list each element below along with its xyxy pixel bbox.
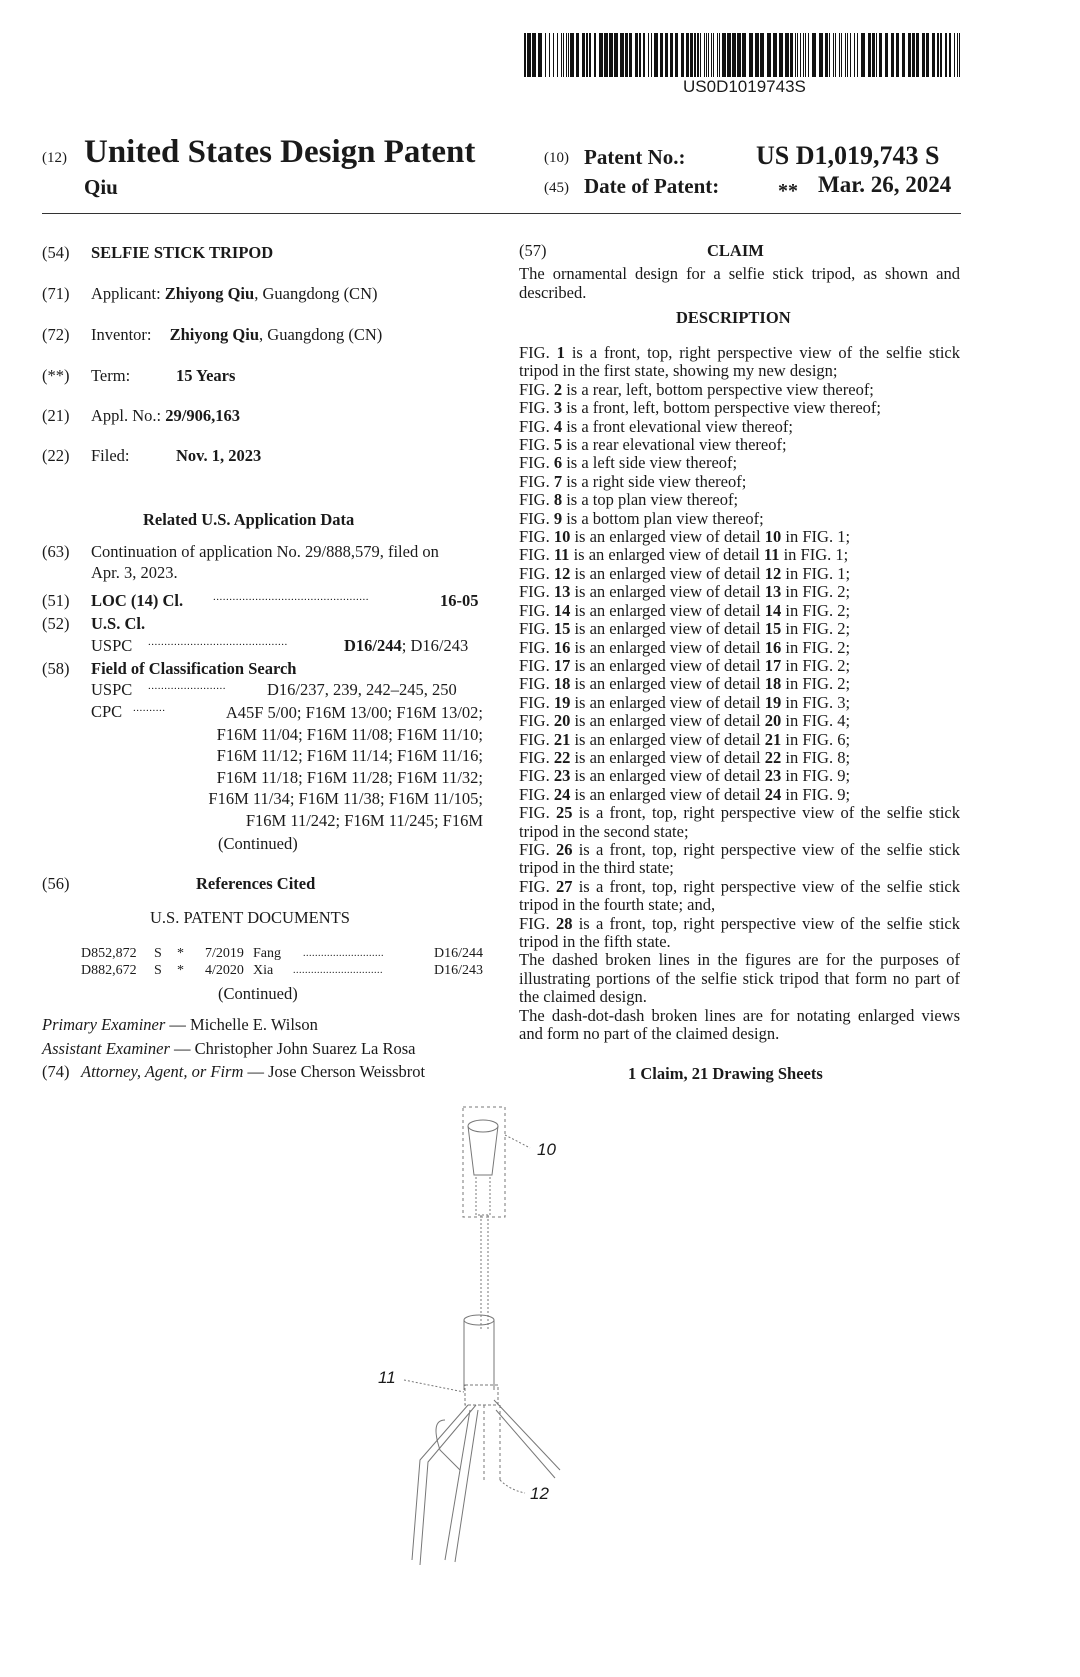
phone-clamp-top <box>468 1120 498 1132</box>
continued-note: (Continued) <box>218 984 298 1003</box>
code-22: (22) <box>42 446 70 465</box>
attorney: Attorney, Agent, or Firm — Jose Cherson Weissbrot <box>81 1062 426 1081</box>
cpc-line: F16M 11/04; F16M 11/08; F16M 11/10; <box>216 724 483 744</box>
uspc-value: D16/244; D16/243 <box>344 636 469 655</box>
barcode-text: US0D1019743S <box>683 77 806 96</box>
inventor: Inventor: Zhiyong Qiu, Guangdong (CN) <box>91 325 383 344</box>
leader-12 <box>500 1480 525 1493</box>
figure-description: FIG. 12 is an enlarged view of detail 12 in FIG. 1; <box>519 563 851 583</box>
figure-description: FIG. 26 is a front, top, right perspective view of the selfie stick tripod in the third state; <box>519 839 960 878</box>
stick-joint <box>476 1175 490 1215</box>
figure-description: FIG. 21 is an enlarged view of detail 21 in FIG. 6; <box>519 729 851 749</box>
figure-description: FIG. 20 is an enlarged view of detail 20 in FIG. 4; <box>519 711 851 731</box>
figure-description: FIG. 6 is a left side view thereof; <box>519 453 738 473</box>
figure-description: FIG. 9 is a bottom plan view thereof; <box>519 508 764 528</box>
dot-leader: .......... <box>133 702 166 714</box>
figure-description: FIG. 16 is an enlarged view of detail 16 in FIG. 2; <box>519 637 851 657</box>
dot-leader: ........................................... <box>148 636 288 648</box>
filed-label: Filed: <box>91 446 130 465</box>
code-72: (72) <box>42 325 70 344</box>
loc-label: LOC (14) Cl. <box>91 591 184 610</box>
figure-description: FIG. 23 is an enlarged view of detail 23 in FIG. 9; <box>519 766 851 786</box>
code-term: (**) <box>42 366 70 385</box>
reference-row: D882,672 S * 4/2020 Xia .............................. D16/243 <box>81 963 483 978</box>
figure-description: FIG. 8 is a top plan view thereof; <box>519 490 739 510</box>
code-10: (10) <box>544 150 569 166</box>
design-title: SELFIE STICK TRIPOD <box>91 243 274 262</box>
appl-no: Appl. No.: 29/906,163 <box>91 406 240 425</box>
code-52: (52) <box>42 614 70 633</box>
code-57: (57) <box>519 241 547 260</box>
figure-description: FIG. 24 is an enlarged view of detail 24 in FIG. 9; <box>519 784 851 804</box>
cpc-label: CPC <box>91 702 123 721</box>
figure-description: FIG. 27 is a front, top, right perspective view of the selfie stick tripod in the fourth state; and, <box>519 876 960 915</box>
cpc-line: F16M 11/34; F16M 11/38; F16M 11/105; <box>208 789 483 809</box>
field-uspc-label: USPC <box>91 680 133 699</box>
figure-description: FIG. 14 is an enlarged view of detail 14 in FIG. 2; <box>519 600 851 620</box>
code-56: (56) <box>42 874 70 893</box>
reference-label-11: 11 <box>378 1368 396 1387</box>
figure-description: FIG. 25 is a front, top, right perspective view of the selfie stick tripod in the second state; <box>519 803 960 841</box>
claims-summary: 1 Claim, 21 Drawing Sheets <box>628 1064 823 1083</box>
inventor-surname: Qiu <box>84 175 118 199</box>
drawing-note: The dash-dot-dash broken lines are for notating enlarged views and form no part of the claimed design. <box>519 1005 960 1044</box>
drawing-note: The dashed broken lines in the figures are for the purposes of illustrating portions of the selfie stick tripod that form no part of the claimed design. <box>519 950 960 1007</box>
leader-10 <box>505 1135 530 1148</box>
code-12: (12) <box>42 150 67 166</box>
continuation-line: Continuation of application No. 29/888,579, filed on <box>91 542 439 561</box>
us-cl-label: U.S. Cl. <box>91 614 146 633</box>
continued-note: (Continued) <box>218 834 298 853</box>
related-heading: Related U.S. Application Data <box>143 510 355 529</box>
claim-heading: CLAIM <box>707 241 764 260</box>
code-74: (74) <box>42 1062 70 1081</box>
code-58: (58) <box>42 659 70 678</box>
document-title: United States Design Patent <box>84 134 476 170</box>
claim-text: The ornamental design for a selfie stick tripod, as shown and described. <box>519 264 960 302</box>
tripod-leg-right <box>494 1400 560 1470</box>
figure-description: FIG. 5 is a rear elevational view thereof; <box>519 435 787 455</box>
reference-row: D852,872 S * 7/2019 Fang ........................... D16/244 <box>81 946 483 961</box>
field-uspc-value: D16/237, 239, 242–245, 250 <box>267 680 457 699</box>
description-heading: DESCRIPTION <box>676 308 791 327</box>
code-54: (54) <box>42 243 70 262</box>
date-label: Date of Patent: <box>584 174 720 198</box>
continuation-line: Apr. 3, 2023. <box>91 563 178 582</box>
figure-description: FIG. 10 is an enlarged view of detail 10 in FIG. 1; <box>519 527 851 547</box>
leader-11 <box>404 1380 464 1392</box>
patent-number: US D1,019,743 S <box>756 141 940 170</box>
figure-description: FIG. 19 is an enlarged view of detail 19 in FIG. 3; <box>519 692 851 712</box>
phone-clamp <box>468 1126 498 1175</box>
figure-description: FIG. 3 is a front, left, bottom perspective view thereof; <box>519 398 881 418</box>
cpc-line: A45F 5/00; F16M 13/00; F16M 13/02; <box>225 703 483 722</box>
primary-examiner: Primary Examiner — Michelle E. Wilson <box>42 1015 318 1034</box>
figure-description: FIG. 13 is an enlarged view of detail 13 in FIG. 2; <box>519 582 851 602</box>
uspc-label: USPC <box>91 636 133 655</box>
tripod-leg-left <box>412 1405 468 1560</box>
figure-description: FIG. 4 is a front elevational view thereof; <box>519 416 794 436</box>
applicant: Applicant: Zhiyong Qiu, Guangdong (CN) <box>91 284 378 303</box>
patent-date: Mar. 26, 2024 <box>818 172 952 197</box>
term-value: 15 Years <box>176 366 236 385</box>
figure-description: FIG. 7 is a right side view thereof; <box>519 471 747 491</box>
cpc-line: F16M 11/18; F16M 11/28; F16M 11/32; <box>216 767 483 787</box>
stick-sleeve-top <box>464 1315 494 1325</box>
filed-date: Nov. 1, 2023 <box>176 446 262 465</box>
figure-description: FIG. 17 is an enlarged view of detail 17 in FIG. 2; <box>519 655 851 675</box>
references-heading: References Cited <box>196 874 316 893</box>
figure-description: FIG. 18 is an enlarged view of detail 18 in FIG. 2; <box>519 674 851 694</box>
figure-description: FIG. 28 is a front, top, right perspective view of the selfie stick tripod in the fifth state. <box>519 913 960 951</box>
code-51: (51) <box>42 591 70 610</box>
reference-label-12: 12 <box>530 1484 549 1503</box>
term-label: Term: <box>91 366 131 385</box>
code-71: (71) <box>42 284 70 303</box>
cpc-line: F16M 11/242; F16M 11/245; F16M <box>245 810 483 830</box>
assistant-examiner: Assistant Examiner — Christopher John Suarez La Rosa <box>42 1039 416 1058</box>
reference-label-10: 10 <box>537 1140 556 1159</box>
us-patent-documents-heading: U.S. PATENT DOCUMENTS <box>150 908 350 927</box>
dot-leader: ........................ <box>148 680 226 692</box>
field-search-label: Field of Classification Search <box>91 659 297 678</box>
date-mark: ** <box>778 180 798 202</box>
figure-description: FIG. 1 is a front, top, right perspective view of the selfie stick tripod in the first state, showing my new design; <box>519 343 960 381</box>
loc-value: 16-05 <box>440 591 479 610</box>
figure-description: FIG. 2 is a rear, left, bottom perspective view thereof; <box>519 379 874 399</box>
cpc-line: F16M 11/12; F16M 11/14; F16M 11/16; <box>216 746 483 766</box>
code-63: (63) <box>42 542 70 561</box>
code-21: (21) <box>42 406 70 425</box>
figure-description: FIG. 22 is an enlarged view of detail 22 in FIG. 8; <box>519 747 851 767</box>
figure-description: FIG. 15 is an enlarged view of detail 15 in FIG. 2; <box>519 619 851 639</box>
patent-no-label: Patent No.: <box>584 145 686 169</box>
figure-description: FIG. 11 is an enlarged view of detail 11 in FIG. 1; <box>519 545 849 565</box>
code-45: (45) <box>544 180 569 196</box>
detail-11-box <box>465 1385 498 1405</box>
dot-leader: ................................................ <box>213 591 369 603</box>
